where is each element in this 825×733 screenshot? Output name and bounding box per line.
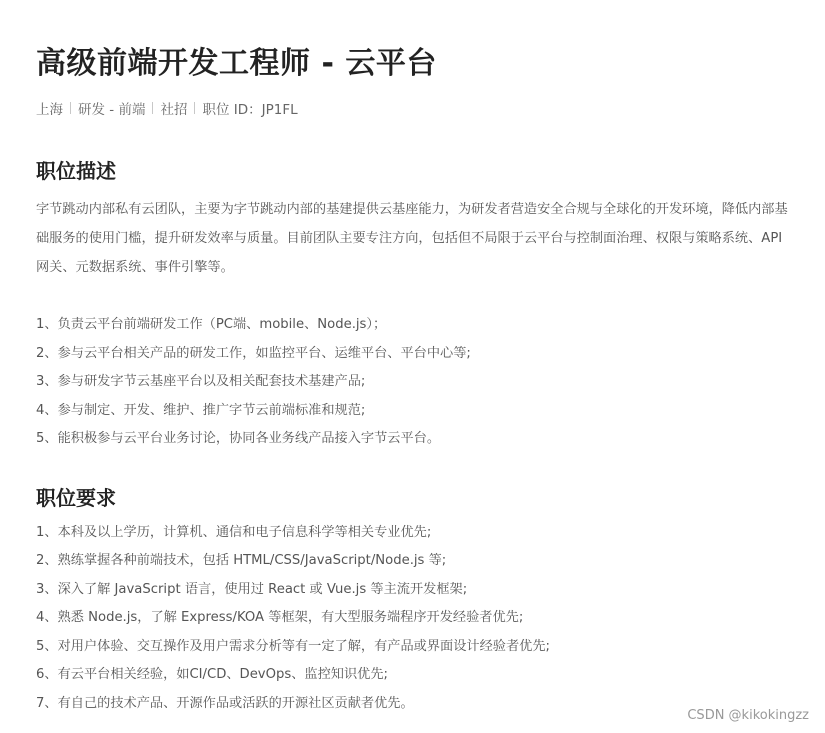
list-item: 7、有自己的技术产品、开源作品或活跃的开源社区贡献者优先。 bbox=[36, 695, 414, 711]
list-item: 3、深入了解 JavaScript 语言，使用过 React 或 Vue.js 等主流开发框架; bbox=[36, 581, 468, 597]
job-recruit-type: 社招 bbox=[160, 102, 188, 118]
meta-divider bbox=[70, 102, 71, 114]
job-posting bbox=[36, 0, 796, 718]
list-item: 5、对用户体验、交互操作及用户需求分析等有一定了解，有产品或界面设计经验者优先; bbox=[36, 638, 550, 654]
duty-list bbox=[36, 311, 796, 454]
requirements-heading: 职位要求 bbox=[36, 485, 116, 510]
meta-divider bbox=[194, 102, 195, 114]
list-item: 2、熟练掌握各种前端技术，包括 HTML/CSS/JavaScript/Node.js 等; bbox=[36, 553, 447, 568]
job-title: 高级前端开发工程师 - 云平台 bbox=[36, 46, 437, 81]
list-item: 1、本科及以上学历，计算机、通信和电子信息科学等相关专业优先; bbox=[36, 524, 432, 540]
job-meta bbox=[36, 98, 796, 118]
meta-divider bbox=[152, 102, 153, 114]
list-item: 5、能积极参与云平台业务讨论，协同各业务线产品接入字节云平台。 bbox=[36, 431, 441, 446]
list-item: 3、参与研发字节云基座平台以及相关配套技术基建产品; bbox=[36, 374, 366, 389]
list-item: 4、熟悉 Node.js，了解 Express/KOA 等框架，有大型服务端程序开发经验者优先; bbox=[36, 610, 524, 625]
list-item: 1、负责云平台前端研发工作（PC端、mobile、Node.js）； bbox=[36, 317, 387, 332]
job-location: 上海 bbox=[36, 102, 63, 118]
requirements-list bbox=[36, 519, 796, 719]
job-id: 职位 ID：JP1FL bbox=[202, 102, 298, 118]
list-item: 2、参与云平台相关产品的研发工作，如监控平台、运维平台、平台中心等; bbox=[36, 345, 471, 361]
csdn-watermark: CSDN @kikokingzz bbox=[687, 708, 809, 723]
description-intro: 字节跳动内部私有云团队，主要为字节跳动内部的基建提供云基座能力，为研发者营造安全合规与全球化的开发环境，降低内部基础服务的使用门槛，提升研发效率与质量。目前团队主要专注方向，包括但不局限于云平台与控制面治理、权限与策略系统、API 网关、元数据系统、事件引擎等。 bbox=[36, 202, 788, 275]
description-heading: 职位描述 bbox=[36, 159, 116, 183]
job-category: 研发 - 前端 bbox=[78, 102, 146, 118]
list-item: 6、有云平台相关经验，如CI/CD、DevOps、监控知识优先; bbox=[36, 667, 388, 682]
list-item: 4、参与制定、开发、维护、推广字节云前端标准和规范; bbox=[36, 402, 366, 418]
